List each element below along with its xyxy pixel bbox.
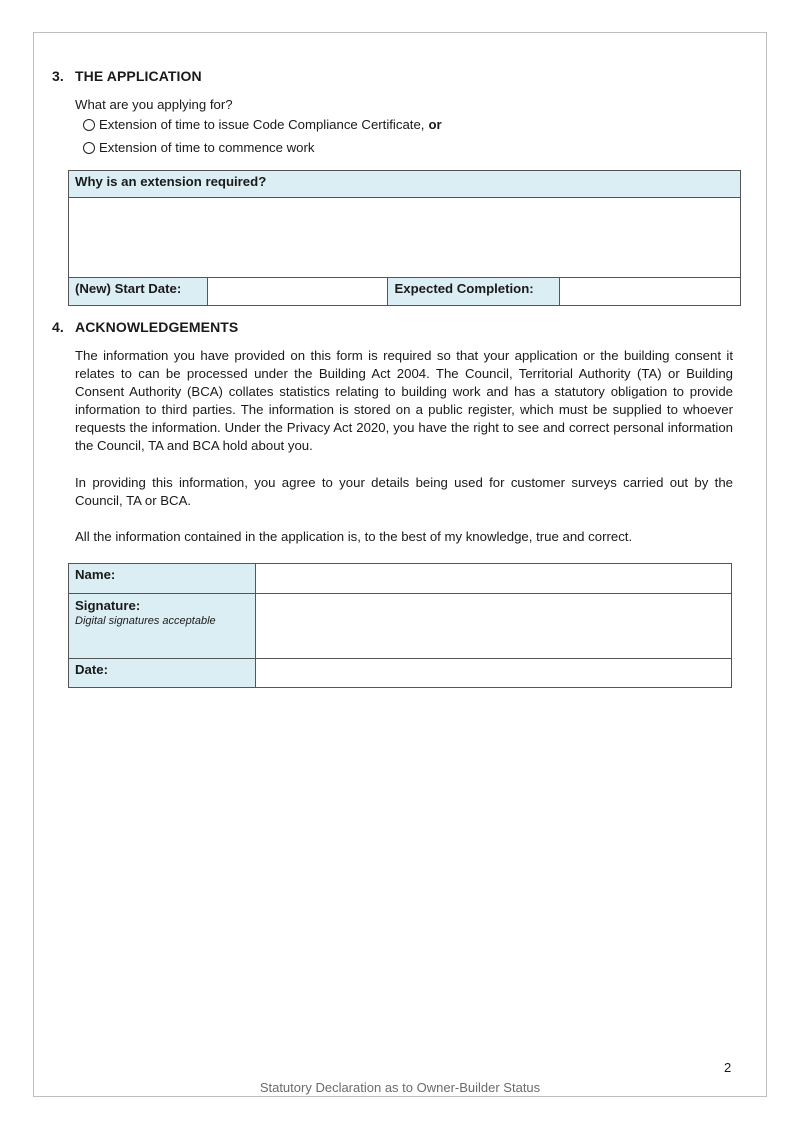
footer-title: Statutory Declaration as to Owner-Builder Status (259, 1080, 541, 1095)
section-4-number: 4. (52, 319, 64, 335)
option-ccc-extension[interactable] (83, 117, 442, 132)
signature-label: Signature: (75, 598, 141, 613)
date-label: Date: (69, 659, 256, 688)
option-commence-label: Extension of time to commence work (99, 140, 315, 155)
privacy-paragraph: The information you have provided on this form is required so that your application or the building consent it relates to can be processed under the Building Act 2004. The Council, Territorial Authority (TA) or Building Consent Authority (BCA) collates statistics relating to building work and has a statutory obligation to provide information to third parties. The information is stored on a public register, which must be supplied to whoever requests the information. Under the Privacy Act 2020, you have the right to see and correct personal information the Council, TA and BCA hold about you. (75, 348, 733, 453)
radio-button-icon[interactable] (83, 142, 95, 154)
section-4-title: ACKNOWLEDGEMENTS (75, 319, 239, 335)
start-date-field[interactable] (207, 278, 388, 306)
application-question: What are you applying for? (75, 97, 233, 112)
section-3-title: THE APPLICATION (75, 68, 202, 84)
expected-completion-field[interactable] (560, 278, 741, 306)
signature-hint: Digital signatures acceptable (75, 615, 216, 627)
section-3-number: 3. (52, 68, 64, 84)
signature-label-cell (69, 594, 256, 659)
date-field[interactable] (255, 659, 731, 688)
section-3-heading (52, 68, 202, 84)
name-label: Name: (69, 564, 256, 594)
declaration-paragraph: All the information contained in the application is, to the best of my knowledge, true and correct. (75, 529, 633, 544)
why-extension-label-text: Why is an extension required? (75, 174, 267, 189)
signature-field[interactable] (255, 594, 731, 659)
page-number: 2 (724, 1060, 732, 1075)
option-ccc-label: Extension of time to issue Code Compliance Certificate, (99, 117, 425, 132)
option-ccc-or: or (428, 117, 442, 132)
why-extension-label (69, 171, 741, 198)
radio-button-icon[interactable] (83, 119, 95, 131)
start-date-label: (New) Start Date: (69, 278, 208, 306)
surveys-paragraph: In providing this information, you agree to your details being used for customer surveys carried out by the Council, TA or BCA. (75, 475, 733, 508)
extension-table (68, 170, 741, 306)
why-extension-field[interactable] (69, 198, 741, 278)
signature-table (68, 563, 732, 688)
option-commence-work[interactable] (83, 140, 314, 155)
expected-completion-label: Expected Completion: (388, 278, 560, 306)
section-4-heading (52, 319, 238, 335)
name-field[interactable] (255, 564, 731, 594)
